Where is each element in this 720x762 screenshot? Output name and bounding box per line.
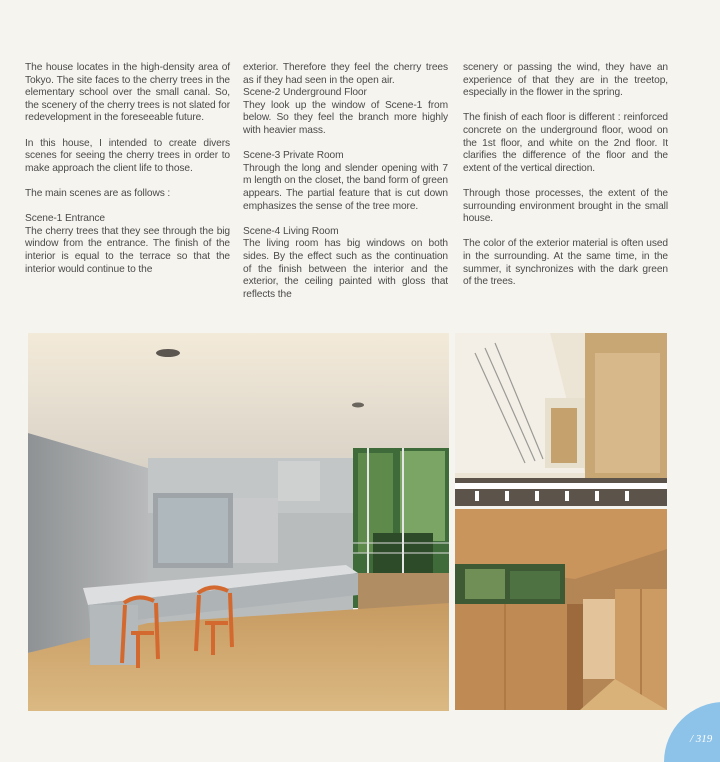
- scene2-text: They look up the window of Scene-1 from below. So they feel the branch more highly with heavier mass.: [243, 99, 448, 136]
- page-number: / 319: [690, 733, 713, 745]
- page-corner-tab: [662, 700, 720, 762]
- staircase-photo: [455, 333, 667, 506]
- scene3-heading: Scene-3 Private Room: [243, 150, 344, 162]
- text-column-2: [243, 62, 448, 301]
- scene1-text: The cherry trees that they see through the big window from the entrance. The finish of the interior is equal to the terrace so that the interior would continue to the: [25, 225, 230, 275]
- scene4-heading: Scene-4 Living Room: [243, 225, 339, 237]
- scene1-heading: Scene-1 Entrance: [25, 213, 105, 225]
- scenes-intro-paragraph: The main scenes are as follows :: [25, 187, 171, 199]
- text-column-1: [25, 62, 230, 276]
- color-paragraph: The color of the exterior material is often used in the surrounding. At the same time, in the summer, it synchronizes with the dark green of the trees.: [463, 238, 668, 288]
- intro-paragraph: The house locates in the high-density area of Tokyo. The site faces to the cherry trees in the elementary school over the small canal. So, the scenery of the cherry trees is not slated for redevelopment in the foreseeable future.: [25, 62, 230, 124]
- living-room-photo: [28, 333, 449, 711]
- text-column-3: [463, 62, 668, 289]
- processes-paragraph: Through those processes, the extent of the surrounding environment brought in the small house.: [463, 187, 668, 225]
- scene4-continued: scenery or passing the wind, they have an experience of that they are in the treetop, especially in the flower in the spring.: [463, 62, 668, 99]
- scene3-text: Through the long and slender opening with 7 m length on the closet, the band form of green appears. The partial feature that is cut down emphasizes the sense of the tree more.: [243, 162, 448, 212]
- finish-paragraph: The finish of each floor is different : reinforced concrete on the underground floor, wood on the 1st floor, and white on the 2nd floor. It clarifies the difference of the floor and the extent of the vertical direction.: [463, 112, 668, 174]
- wood-room-photo: [455, 509, 667, 710]
- scene1-continued: exterior. Therefore they feel the cherry trees as if they had seen in the open air.: [243, 62, 448, 86]
- scene4-text: The living room has big windows on both sides. By the effect such as the continuation of the finish between the interior and the exterior, the ceiling painted with gloss that reflects the: [243, 238, 448, 300]
- scene2-heading: Scene-2 Underground Floor: [243, 87, 367, 99]
- intent-paragraph: In this house, I intended to create divers scenes for seeing the cherry trees in order to make approach the client life to those.: [25, 137, 230, 174]
